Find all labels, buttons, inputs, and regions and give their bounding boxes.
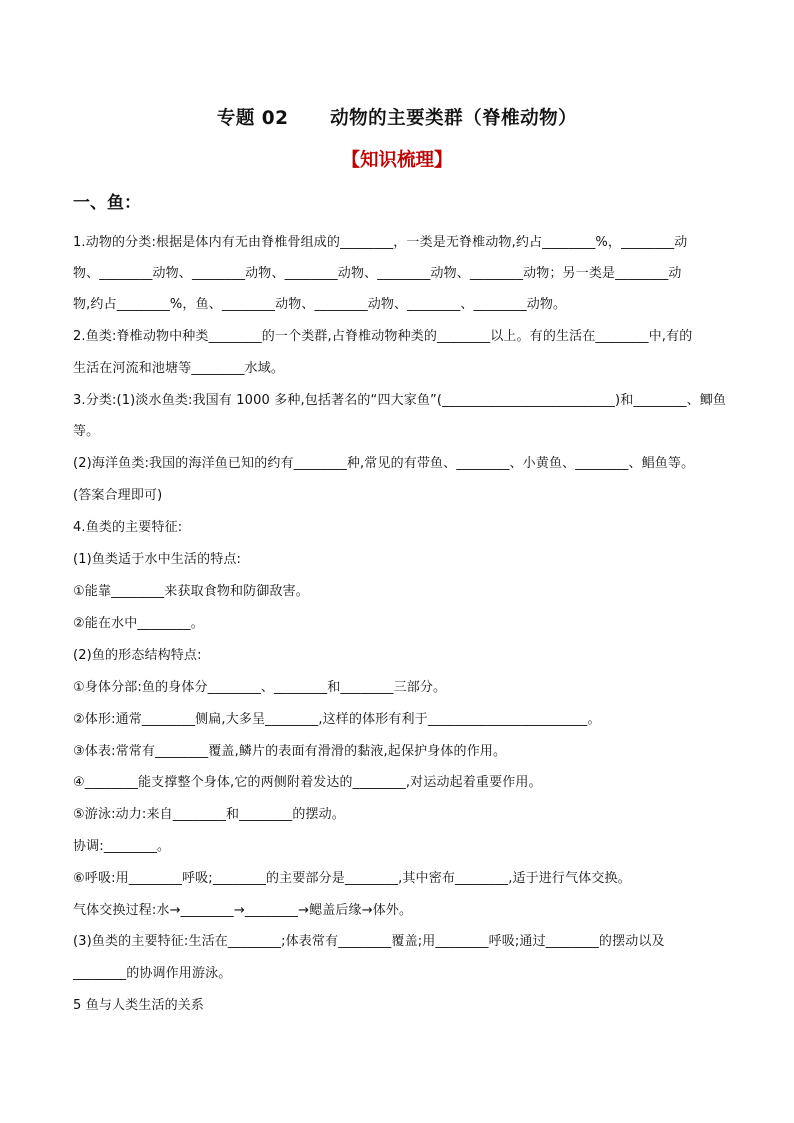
section-banner: 【知识梳理】: [341, 150, 453, 171]
text-line: 气体交换过程:水→________→________→鳃盖后缘→体外。: [73, 903, 413, 918]
text-line: 3.分类:(1)淡水鱼类:我国有 1000 多种,包括著名的“四大家鱼”(__________________________)和________、鲫鱼: [73, 393, 727, 408]
text-line: 5 鱼与人类生活的关系: [73, 998, 205, 1013]
text-line: ⑤游泳:动力:来自________和________的摆动。: [73, 807, 345, 822]
text-line: ①能靠________来获取食物和防御敌害。: [73, 584, 309, 599]
text-line: ________的协调作用游泳。: [73, 966, 232, 981]
text-line: (1)鱼类适于水中生活的特点:: [73, 552, 242, 567]
text-line: ④________能支撑整个身体,它的两侧附着发达的________,对运动起着重要作用。: [73, 775, 542, 790]
text-line: (3)鱼类的主要特征:生活在________;体表常有________覆盖;用________呼吸;通过________的摆动以及: [73, 934, 665, 949]
text-line: (答案合理即可): [73, 488, 163, 503]
text-line: 物、________动物、________动物、________动物、________动物、________动物；另一类是________动: [73, 266, 682, 281]
text-line: 生活在河流和池塘等________水域。: [73, 361, 285, 376]
text-line: 等。: [73, 424, 100, 439]
text-line: 4.鱼类的主要特征:: [73, 520, 183, 535]
text-line: ②能在水中________。: [73, 616, 204, 631]
section-heading: 一、鱼：: [73, 193, 141, 213]
text-line: (2)海洋鱼类:我国的海洋鱼已知的约有________种,常见的有带鱼、________、小黄鱼、________、鲳鱼等。: [73, 456, 695, 471]
text-line: ①身体分部:鱼的身体分________、________和________三部分。: [73, 680, 447, 695]
text-line: ③体表:常常有________覆盖,鳞片的表面有滑滑的黏液,起保护身体的作用。: [73, 744, 507, 759]
text-line: 协调:________。: [73, 839, 171, 854]
text-line: ②体形:通常________侧扁,大多呈________,这样的体形有利于________________________。: [73, 712, 601, 727]
text-line: 2.鱼类:脊椎动物中种类________的一个类群,占脊椎动物种类的________以上。有的生活在________中,有的: [73, 329, 693, 344]
text-line: ⑥呼吸:用________呼吸;________的主要部分是________,其中密布________,适于进行气体交换。: [73, 871, 631, 886]
page-title: 专题 02 动物的主要类群（脊椎动物）: [216, 108, 578, 129]
text-line: 物,约占________%，鱼、________动物、________动物、________、________动物。: [73, 297, 567, 312]
text-line: (2)鱼的形态结构特点:: [73, 648, 202, 663]
text-line: 1.动物的分类:根据是体内有无由脊椎骨组成的________，一类是无脊椎动物,约占________%，________动: [73, 235, 688, 250]
